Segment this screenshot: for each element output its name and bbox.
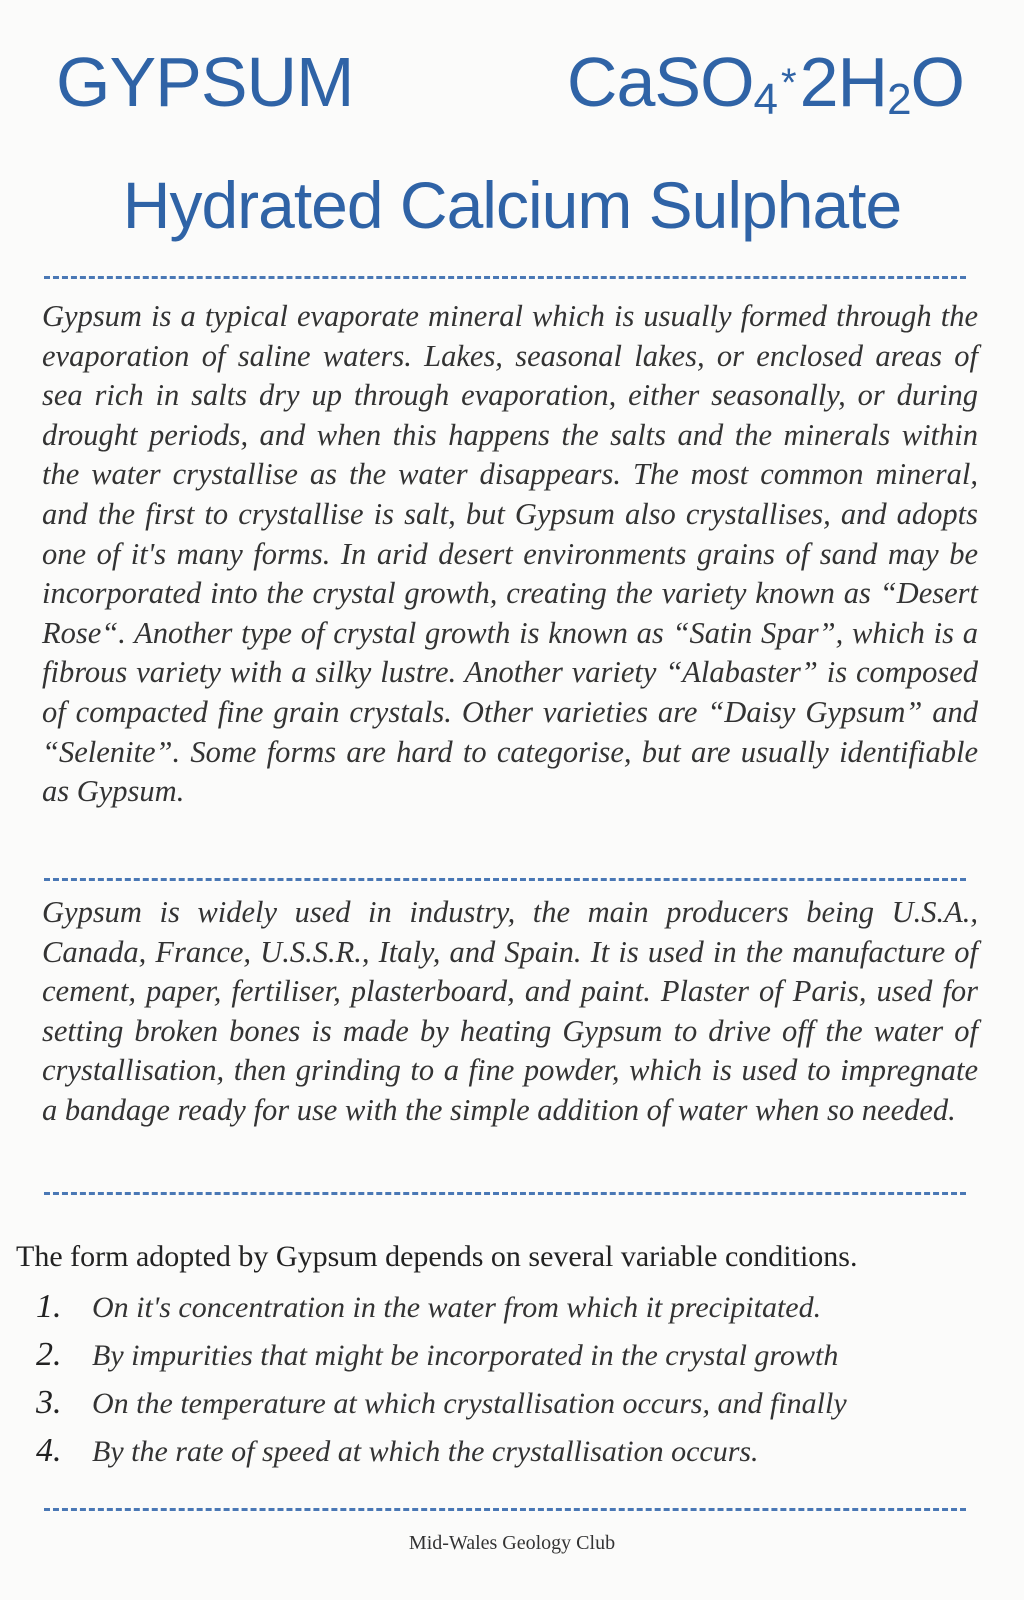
subtitle: Hydrated Calcium Sulphate xyxy=(122,168,902,242)
uses-paragraph: Gypsum is widely used in industry, the main producers being U.S.A., Canada, France, U.S.S.R., Italy, and Spain. It is used in the manufacture of cement, paper, fertiliser, plasterboard, and paint. Plaster of Paris, used for setting broken bones is made by heating Gypsum to drive off the water of crystallisation, then grinding to a fine powder, which is used to impregnate a bandage ready for use with the simple addition of water when so needed. xyxy=(42,895,978,1127)
formula-part: CaSO xyxy=(566,43,754,121)
list-item xyxy=(36,1283,994,1331)
divider xyxy=(44,1508,966,1511)
footer-credit: Mid-Wales Geology Club xyxy=(408,1532,616,1554)
formula-subscript: 4 xyxy=(753,75,777,124)
list-item xyxy=(36,1427,994,1475)
list-number: 1. xyxy=(36,1288,62,1325)
formula-subscript: 2 xyxy=(887,75,911,124)
formula-part: O xyxy=(910,43,964,121)
formula-dot: * xyxy=(781,61,796,105)
conditions-intro: The form adopted by Gypsum depends on several variable conditions. xyxy=(16,1240,858,1273)
divider xyxy=(44,276,966,279)
title-row xyxy=(56,32,964,132)
mineral-name: GYPSUM xyxy=(56,43,354,121)
chemical-formula xyxy=(567,32,964,133)
list-text: By impurities that might be incorporated in the crystal growth xyxy=(92,1339,839,1372)
list-number: 2. xyxy=(36,1336,62,1373)
divider xyxy=(44,1192,966,1195)
list-text: On it's concentration in the water from which it precipitated. xyxy=(92,1291,822,1324)
conditions-list xyxy=(36,1283,994,1475)
list-item xyxy=(36,1331,994,1379)
list-text: On the temperature at which crystallisation occurs, and finally xyxy=(92,1387,847,1420)
divider xyxy=(44,878,966,881)
list-item xyxy=(36,1379,994,1427)
formation-paragraph: Gypsum is a typical evaporate mineral which is usually formed through the evaporation of saline waters. Lakes, seasonal lakes, or enclosed areas of sea rich in salts dry up through evaporation, either seasonally, or during drought periods, and when this happens the salts and the minerals within the water crystallise as the water disappears. The most common mineral, and the first to crystallise is salt, but Gypsum also crystallises, and adopts one of it's many forms. In arid desert environments grains of sand may be incorporated into the crystal growth, creating the variety known as “Desert Rose“. Another type of crystal growth is known as “Satin Spar”, which is a fibrous variety with a silky lustre. Another variety “Alabaster” is composed of compacted fine grain crystals. Other varieties are “Daisy Gypsum” and “Selenite”. Some forms are hard to categorise, but are usually identifiable as Gypsum. xyxy=(42,299,978,809)
formula-part: 2H xyxy=(799,43,888,121)
list-text: By the rate of speed at which the crystallisation occurs. xyxy=(92,1435,759,1468)
list-number: 3. xyxy=(36,1384,62,1421)
list-number: 4. xyxy=(36,1432,62,1469)
